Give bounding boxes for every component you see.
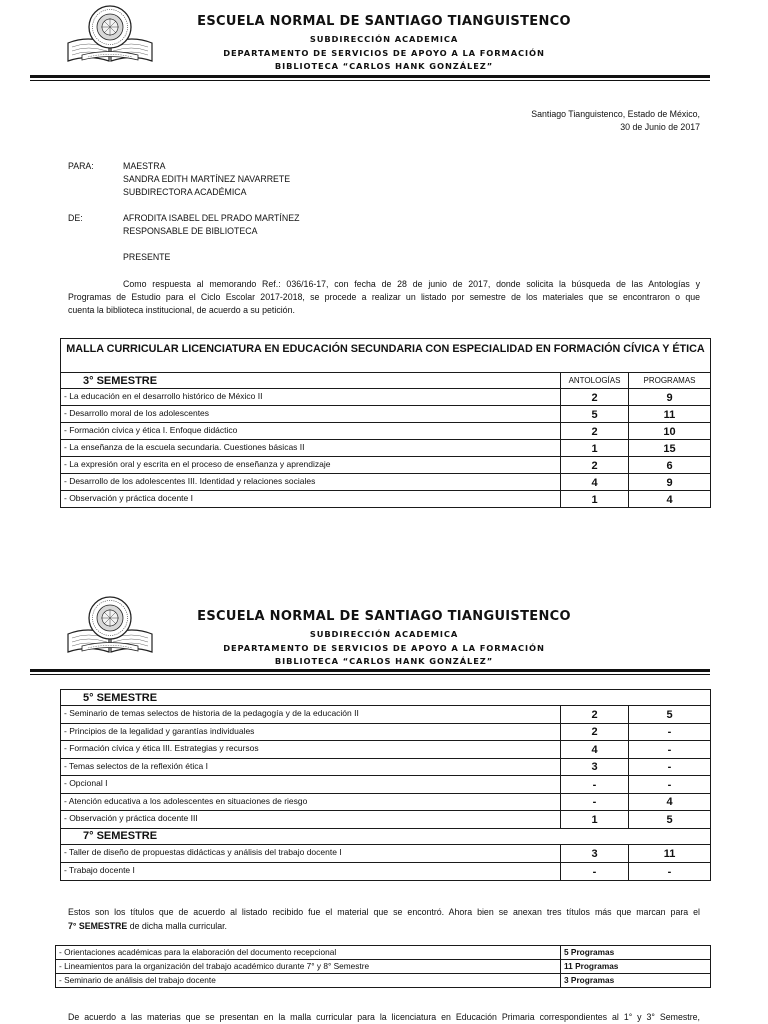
table-row [61, 406, 711, 423]
table-row [61, 474, 711, 491]
semester-3-heading: 3° SEMESTRE [61, 373, 561, 389]
antologias-cell: 3 [561, 758, 629, 776]
table-row [56, 946, 711, 960]
letterhead [0, 14, 768, 74]
antologias-cell: - [561, 862, 629, 880]
salutation: PRESENTE [123, 251, 171, 262]
closing-semester-emphasis: 7° SEMESTRE [68, 920, 128, 931]
closing-paragraph-rest: de dicha malla curricular. [127, 920, 227, 931]
subject-cell: - Trabajo docente I [61, 862, 561, 880]
subject-cell: - Lineamientos para la organización del trabajo académico durante 7° y 8° Semestre [56, 960, 561, 974]
subject-cell: - Observación y práctica docente III [61, 811, 561, 829]
programas-cell: - [629, 862, 711, 880]
table-row [61, 389, 711, 406]
subject-cell: - La enseñanza de la escuela secundaria. Cuestiones básicas II [61, 440, 561, 457]
from-line: AFRODITA ISABEL DEL PRADO MARTÍNEZ [123, 212, 300, 223]
subdireccion-line: SUBDIRECCIÓN ACADEMICA [309, 629, 459, 639]
subject-cell: - Atención educativa a los adolescentes en situaciones de riesgo [61, 793, 561, 811]
subject-cell: - Principios de la legalidad y garantías individuales [61, 723, 561, 741]
programas-cell: 9 [629, 474, 711, 491]
programas-cell: 5 Programas [561, 946, 711, 960]
antologias-cell: 2 [561, 389, 629, 406]
subject-cell: - Desarrollo de los adolescentes III. Identidad y relaciones sociales [61, 474, 561, 491]
intro-paragraph-line: Como respuesta al memorando Ref.: 036/16-17, con fecha de 28 de junio de 2017, donde solicita la búsqueda de las Antologías y [123, 278, 700, 289]
from-line: RESPONSABLE DE BIBLIOTECA [123, 225, 258, 236]
programas-cell: 3 Programas [561, 974, 711, 988]
to-line: MAESTRA [123, 160, 166, 171]
header-rule-thin [30, 80, 710, 81]
curriculum-title: MALLA CURRICULAR LICENCIATURA EN EDUCACIÓN SECUNDARIA CON ESPECIALIDAD EN FORMACIÓN CÍVICA Y ÉTICA [61, 339, 711, 373]
programas-cell: 11 [629, 844, 711, 862]
table-row [61, 440, 711, 457]
curriculum-table [60, 338, 711, 508]
header-rule-thick [30, 75, 710, 78]
table-row [61, 741, 711, 759]
final-paragraph-line: De acuerdo a las materias que se presentan en la malla curricular para la licenciatura en Educación Primaria correspondientes al 1° y 3° Semestre, [68, 1012, 700, 1022]
programas-cell: 11 Programas [561, 960, 711, 974]
antologias-cell: 2 [561, 457, 629, 474]
programas-cell: 4 [629, 491, 711, 508]
antologias-cell: 2 [561, 706, 629, 724]
from-label: DE: [68, 212, 83, 223]
header-rule-thick [30, 669, 710, 672]
programas-cell: 9 [629, 389, 711, 406]
column-header-antologias: ANTOLOGÍAS [561, 373, 629, 389]
antologias-cell: 2 [561, 423, 629, 440]
antologias-cell: 2 [561, 723, 629, 741]
subject-cell: - Seminario de temas selectos de historia de la pedagogía y de la educación II [61, 706, 561, 724]
table-row [61, 706, 711, 724]
subject-cell: - La educación en el desarrollo histórico de México II [61, 389, 561, 406]
subject-cell: - Observación y práctica docente I [61, 491, 561, 508]
table-row [61, 491, 711, 508]
subject-cell: - Seminario de análisis del trabajo docente [56, 974, 561, 988]
antologias-cell: - [561, 793, 629, 811]
school-name: ESCUELA NORMAL DE SANTIAGO TIANGUISTENCO [197, 14, 571, 29]
table-row [61, 793, 711, 811]
table-row [61, 862, 711, 880]
antologias-cell: 5 [561, 406, 629, 423]
intro-paragraph-line: cuenta la biblioteca institucional, de acuerdo a su petición. [68, 304, 295, 315]
dateline-place: Santiago Tianguistenco, Estado de México, [531, 109, 700, 119]
column-header-programas: PROGRAMAS [629, 373, 711, 389]
school-name: ESCUELA NORMAL DE SANTIAGO TIANGUISTENCO [197, 609, 571, 624]
letterhead [0, 609, 768, 669]
programas-cell: - [629, 776, 711, 794]
semester-7-heading: 7° SEMESTRE [61, 828, 711, 844]
dateline-date: 30 de Junio de 2017 [620, 122, 700, 132]
subdireccion-line: SUBDIRECCIÓN ACADEMICA [309, 34, 459, 44]
to-line: SUBDIRECTORA ACADÉMICA [123, 186, 247, 197]
subject-cell: - Formación cívica y ética I. Enfoque didáctico [61, 423, 561, 440]
subject-cell: - La expresión oral y escrita en el proceso de enseñanza y aprendizaje [61, 457, 561, 474]
subject-cell: - Desarrollo moral de los adolescentes [61, 406, 561, 423]
table-row [61, 457, 711, 474]
programas-cell: 5 [629, 706, 711, 724]
programas-cell: 10 [629, 423, 711, 440]
table-row [61, 723, 711, 741]
closing-paragraph-line [68, 920, 227, 933]
biblioteca-line: BIBLIOTECA “CARLOS HANK GONZÁLEZ” [274, 656, 494, 666]
programas-cell: 15 [629, 440, 711, 457]
antologias-cell: 1 [561, 811, 629, 829]
antologias-cell: 1 [561, 440, 629, 457]
additional-titles-table [55, 945, 711, 988]
table-row [56, 960, 711, 974]
antologias-cell: - [561, 776, 629, 794]
departamento-line: DEPARTAMENTO DE SERVICIOS DE APOYO A LA FORMACIÓN [223, 642, 545, 653]
intro-paragraph-line: Programas de Estudio para el Ciclo Escolar 2017-2018, se procede a realizar un listado por semestre de los materiales que se encontraron o que [68, 291, 700, 302]
programas-cell: 5 [629, 811, 711, 829]
subject-cell: - Orientaciones académicas para la elaboración del documento recepcional [56, 946, 561, 960]
programas-cell: 11 [629, 406, 711, 423]
table-row [61, 423, 711, 440]
header-rule-thin [30, 674, 710, 675]
to-label: PARA: [68, 160, 94, 171]
subject-cell: - Taller de diseño de propuestas didácticas y análisis del trabajo docente I [61, 844, 561, 862]
table-row [61, 811, 711, 829]
programas-cell: - [629, 741, 711, 759]
subject-cell: - Temas selectos de la reflexión ética I [61, 758, 561, 776]
subject-cell: - Formación cívica y ética III. Estrategias y recursos [61, 741, 561, 759]
table-row [61, 776, 711, 794]
departamento-line: DEPARTAMENTO DE SERVICIOS DE APOYO A LA FORMACIÓN [223, 47, 545, 58]
programas-cell: 6 [629, 457, 711, 474]
antologias-cell: 4 [561, 741, 629, 759]
antologias-cell: 3 [561, 844, 629, 862]
closing-paragraph-line: Estos son los títulos que de acuerdo al listado recibido fue el material que se encontró. Ahora bien se anexan tres títulos más que marcan para el [68, 906, 700, 917]
continuation-table [60, 689, 711, 881]
table-row [61, 844, 711, 862]
antologias-cell: 1 [561, 491, 629, 508]
table-row [61, 758, 711, 776]
antologias-cell: 4 [561, 474, 629, 491]
programas-cell: 4 [629, 793, 711, 811]
table-row [56, 974, 711, 988]
programas-cell: - [629, 723, 711, 741]
programas-cell: - [629, 758, 711, 776]
to-line: SANDRA EDITH MARTÍNEZ NAVARRETE [123, 173, 291, 184]
biblioteca-line: BIBLIOTECA “CARLOS HANK GONZÁLEZ” [274, 61, 494, 71]
subject-cell: - Opcional I [61, 776, 561, 794]
semester-5-heading: 5° SEMESTRE [61, 690, 711, 706]
